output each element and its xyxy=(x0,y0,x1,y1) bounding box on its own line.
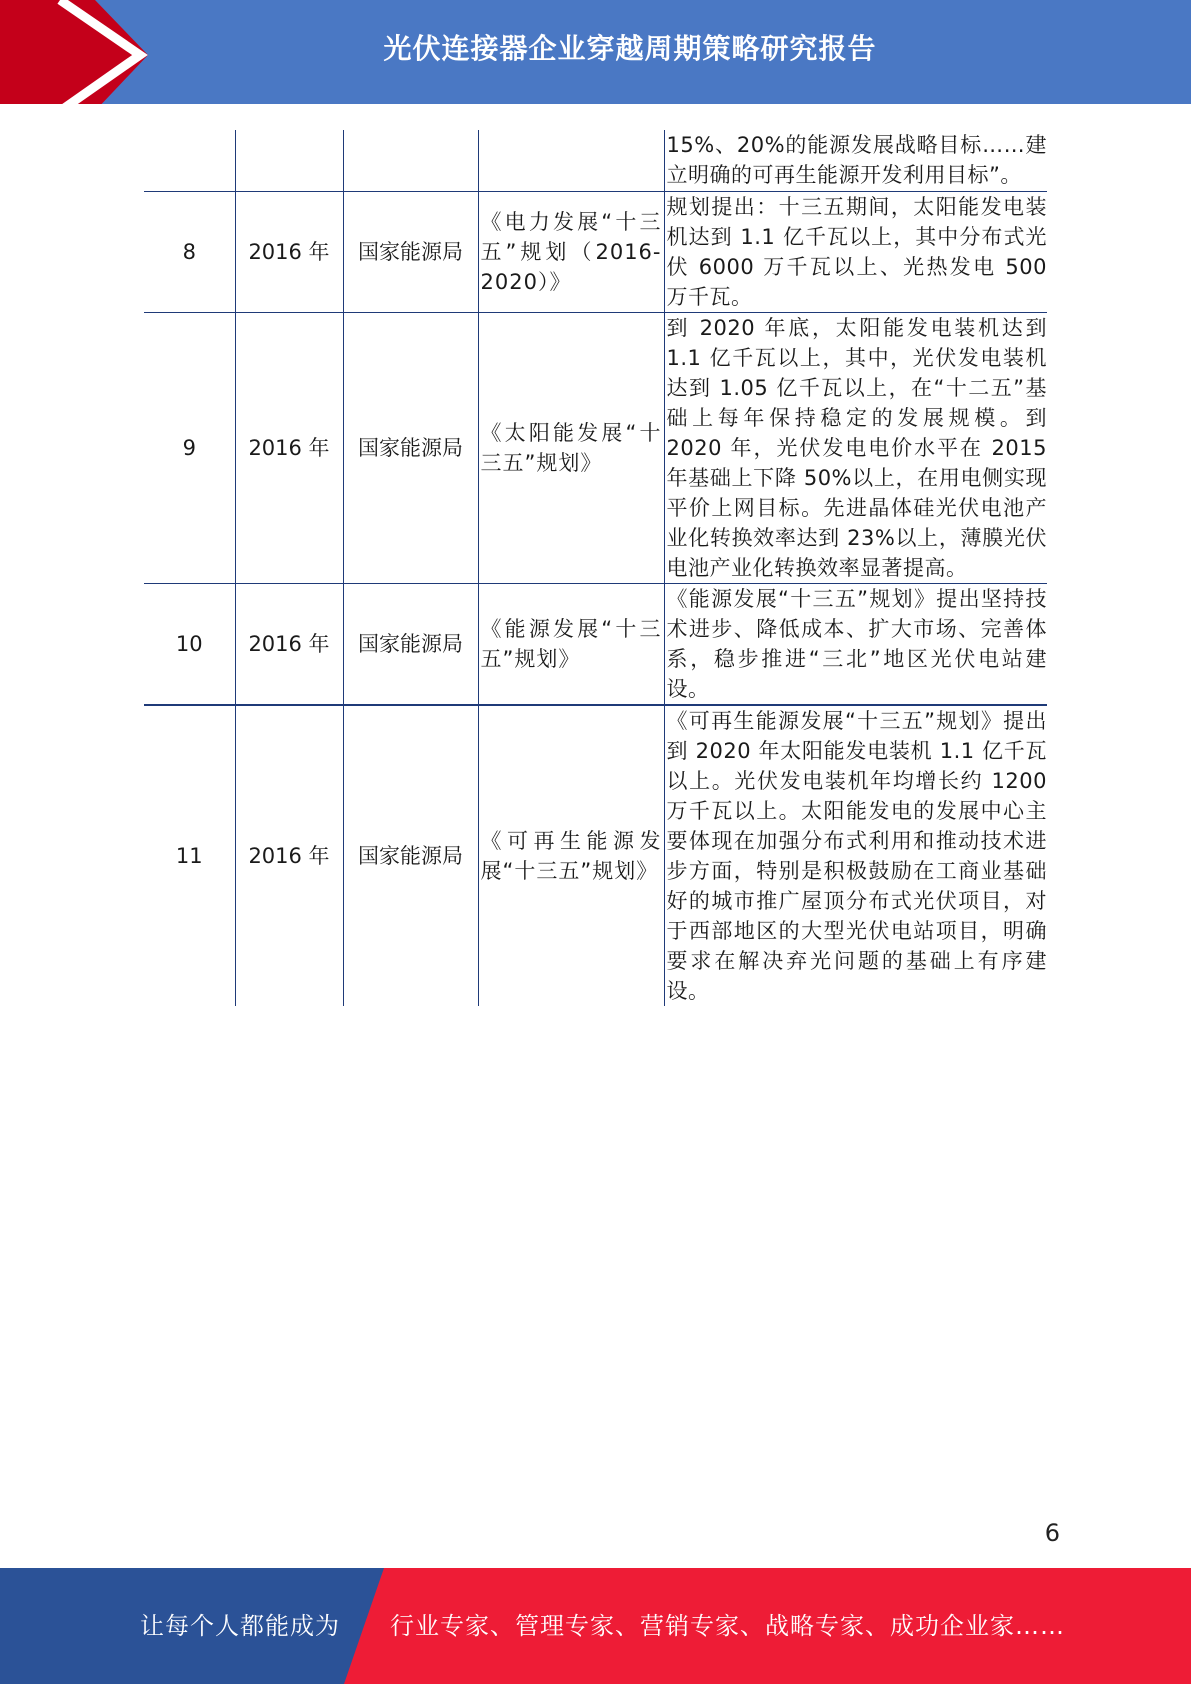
row-year: 2016 年 xyxy=(235,312,343,583)
table-row xyxy=(144,130,1047,191)
row-year: 2016 年 xyxy=(235,705,343,1006)
row-content: 15%、20%的能源发展战略目标……建立明确的可再生能源开发利用目标”。 xyxy=(664,130,1047,191)
row-content: 《可再生能源发展“十三五”规划》提出到 2020 年太阳能发电装机 1.1 亿千瓦以上。光伏发电装机年均增长约 1200 万千瓦以上。太阳能发电的发展中心主要体现在加强分布式利用和推动技术进步方面，特别是积极鼓励在工商业基础好的城市推广屋顶分布式光伏项目，对于西部地区的大型光伏电站项目，明确要求在解决弃光问题的基础上有序建设。 xyxy=(664,705,1047,1006)
footer-slogan-left: 让每个人都能成为 xyxy=(140,1612,340,1640)
table-row xyxy=(144,191,1047,312)
row-document: 《能源发展“十三五”规划》 xyxy=(478,583,664,705)
row-content: 《能源发展“十三五”规划》提出坚持技术进步、降低成本、扩大市场、完善体系，稳步推进“三北”地区光伏电站建设。 xyxy=(664,583,1047,705)
report-title: 光伏连接器企业穿越周期策略研究报告 xyxy=(383,32,877,65)
row-document: 《太阳能发展“十三五”规划》 xyxy=(478,312,664,583)
row-year xyxy=(235,130,343,191)
row-document: 《可再生能源发展“十三五”规划》 xyxy=(478,705,664,1006)
row-number: 8 xyxy=(144,191,235,312)
footer-slogan-right: 行业专家、管理专家、营销专家、战略专家、成功企业家…… xyxy=(390,1612,1065,1640)
row-year: 2016 年 xyxy=(235,583,343,705)
row-department xyxy=(343,130,478,191)
policy-table xyxy=(144,130,1047,1006)
page-footer xyxy=(0,1568,1191,1684)
row-content: 规划提出：十三五期间，太阳能发电装机达到 1.1 亿千瓦以上，其中分布式光伏 6000 万千瓦以上、光热发电 500 万千瓦。 xyxy=(664,191,1047,312)
table-row xyxy=(144,705,1047,1006)
row-department: 国家能源局 xyxy=(343,583,478,705)
row-department: 国家能源局 xyxy=(343,705,478,1006)
table-row xyxy=(144,583,1047,705)
row-year: 2016 年 xyxy=(235,191,343,312)
row-number: 9 xyxy=(144,312,235,583)
page-number: 6 xyxy=(1044,1519,1060,1547)
row-document: 《电力发展“十三五”规划（2016-2020）》 xyxy=(478,191,664,312)
row-content: 到 2020 年底，太阳能发电装机达到 1.1 亿千瓦以上，其中，光伏发电装机达到 1.05 亿千瓦以上，在“十二五”基础上每年保持稳定的发展规模。到 2020 年，光伏发电电价水平在 2015 年基础上下降 50%以上，在用电侧实现平价上网目标。先进晶体硅光伏电池产业化转换效率达到 23%以上，薄膜光伏电池产业化转换效率显著提高。 xyxy=(664,312,1047,583)
row-number: 10 xyxy=(144,583,235,705)
row-department: 国家能源局 xyxy=(343,191,478,312)
row-number: 11 xyxy=(144,705,235,1006)
page-header xyxy=(0,0,1191,111)
row-department: 国家能源局 xyxy=(343,312,478,583)
row-number xyxy=(144,130,235,191)
table-row xyxy=(144,312,1047,583)
row-document xyxy=(478,130,664,191)
